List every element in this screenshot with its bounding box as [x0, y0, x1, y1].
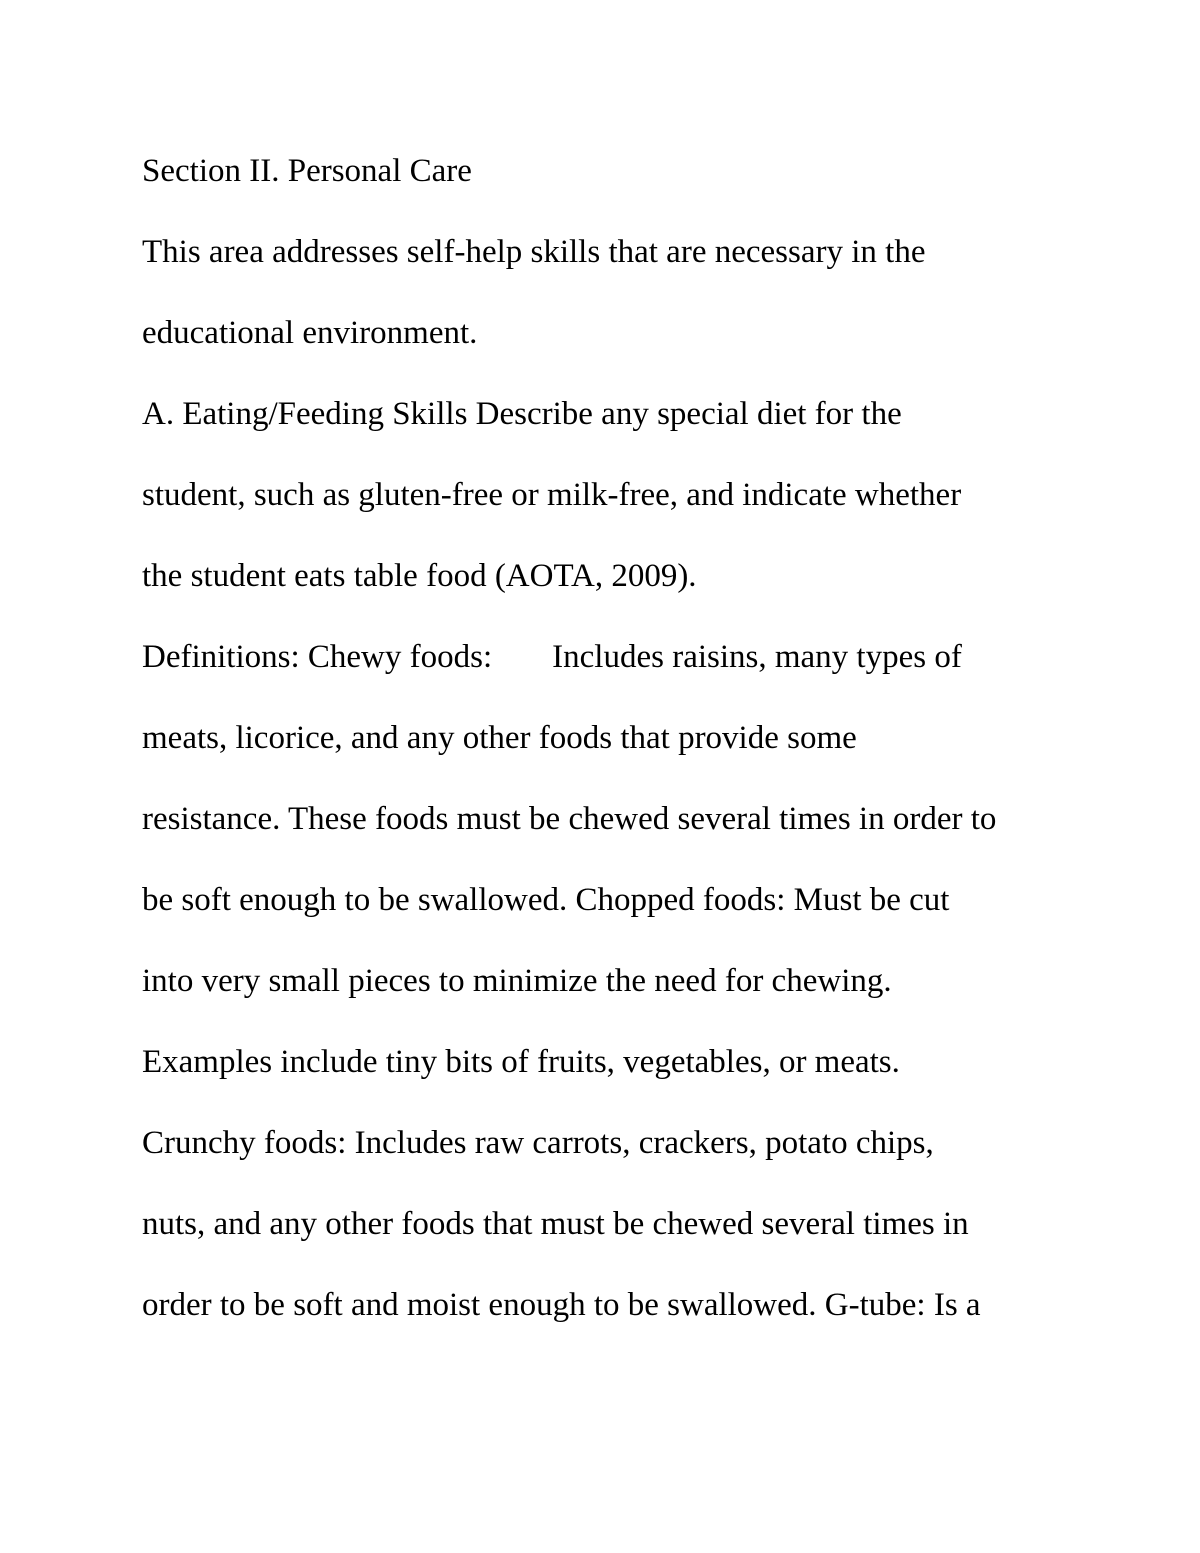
body-line: into very small pieces to minimize the need for chewing. — [142, 963, 892, 999]
body-line: meats, licorice, and any other foods that provide some — [142, 720, 857, 756]
definitions-label: Definitions: Chewy foods: — [142, 639, 493, 675]
section-heading: Section II. Personal Care — [142, 153, 472, 189]
definitions-text: Includes raisins, many types of — [552, 639, 962, 675]
definitions-line — [142, 637, 962, 677]
body-line: resistance. These foods must be chewed several times in order to — [142, 801, 997, 837]
body-line: the student eats table food (AOTA, 2009). — [142, 558, 697, 594]
body-line: order to be soft and moist enough to be swallowed. G-tube: Is a — [142, 1287, 981, 1323]
body-line: Crunchy foods: Includes raw carrots, crackers, potato chips, — [142, 1125, 934, 1161]
subsection-line: A. Eating/Feeding Skills Describe any special diet for the — [142, 396, 902, 432]
body-line: nuts, and any other foods that must be chewed several times in — [142, 1206, 969, 1242]
body-line: Examples include tiny bits of fruits, vegetables, or meats. — [142, 1044, 900, 1080]
body-line: educational environment. — [142, 315, 478, 351]
body-line: be soft enough to be swallowed. Chopped foods: Must be cut — [142, 882, 950, 918]
body-line: student, such as gluten-free or milk-free, and indicate whether — [142, 477, 962, 513]
body-line: This area addresses self-help skills that are necessary in the — [142, 234, 926, 270]
